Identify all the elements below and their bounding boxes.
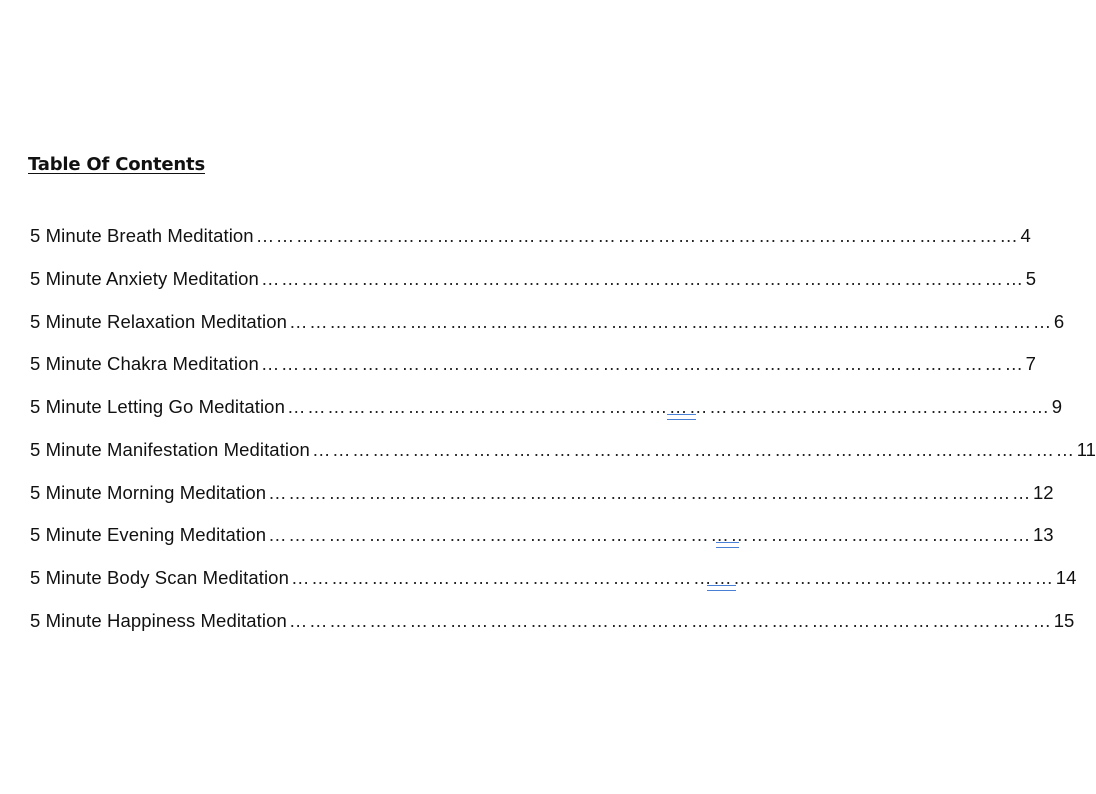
toc-leader-dots: …………………………………………………………………………………………………… [255,225,1020,246]
toc-entry-page: 6 [1053,311,1065,332]
toc-leader-dots: …………………………………………………………………………………………………… [290,567,1055,588]
toc-leader-dots: …………………………………………………………………………………………………… [268,524,1032,545]
toc-entry-page: 4 [1020,225,1031,246]
toc-entry-page: 13 [1032,524,1054,545]
toc-entry-title: 5 Minute Relaxation Meditation [30,311,288,332]
toc-entry-title: 5 Minute Happiness Meditation [30,610,287,631]
toc-entry-page: 15 [1053,610,1075,631]
toc-entry [30,353,1036,381]
toc-entry-page: 11 [1076,439,1096,460]
toc-leader-dots: …………………………………………………………………………………………………… [286,396,1051,417]
toc-entry [30,439,1096,467]
toc-entry-page: 14 [1055,567,1077,588]
toc-entry [30,268,1037,296]
toc-leader-dots: …………………………………………………………………………………………………… [289,311,1053,332]
toc-entry-title: 5 Minute Letting Go Meditation [30,396,285,417]
toc-entry-page: 7 [1025,353,1036,374]
toc-entry-title: 5 Minute Body Scan Meditation [30,567,289,588]
spellcheck-underline [707,585,736,591]
toc-entry [30,396,1063,424]
spellcheck-underline [716,542,739,548]
toc-entry-page: 9 [1051,396,1063,417]
toc-leader-dots: …………………………………………………………………………………………………… [268,482,1032,503]
toc-entry [30,524,1054,552]
toc-leader-dots: …………………………………………………………………………………………………… [260,353,1025,374]
toc-leader-dots: …………………………………………………………………………………………………… [260,268,1025,289]
toc-leader-dots: …………………………………………………………………………………………………… [288,610,1053,631]
toc-entry-page: 12 [1032,482,1054,503]
toc-entry-title: 5 Minute Morning Meditation [30,482,267,503]
toc-heading: Table Of Contents [28,154,205,175]
toc-entry-page: 5 [1025,268,1037,289]
toc-entry [30,482,1054,510]
toc-entry-title: 5 Minute Anxiety Meditation [30,268,259,289]
toc-entry-title: 5 Minute Evening Meditation [30,524,267,545]
toc-entry-title: 5 Minute Chakra Meditation [30,353,259,374]
toc-entry-title: 5 Minute Breath Meditation [30,225,254,246]
toc-entry-title: 5 Minute Manifestation Meditation [30,439,310,460]
spellcheck-underline [667,414,696,420]
toc-entry [30,610,1075,638]
toc-entry [30,311,1065,339]
toc-entry [30,225,1031,253]
toc-entry [30,567,1077,595]
toc-leader-dots: …………………………………………………………………………………………………… [311,439,1076,460]
